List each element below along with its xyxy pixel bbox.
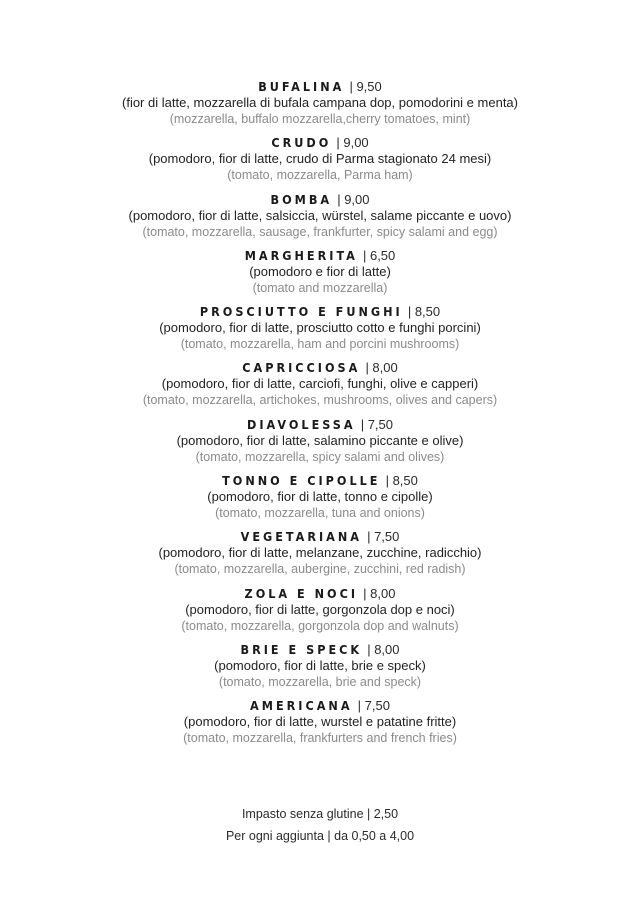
item-title [0, 640, 640, 658]
item-ingredients-it: (pomodoro e fior di latte) [249, 263, 391, 279]
item-title [0, 471, 640, 489]
item-ingredients-it: (pomodoro, fior di latte, melanzane, zucchine, radicchio) [158, 545, 482, 561]
item-ingredients-en: (tomato, mozzarella, aubergine, zucchini, red radish) [174, 562, 466, 577]
item-price: | 7,50 [367, 529, 400, 545]
menu-item-brie-e-speck [0, 640, 640, 696]
menu-item-margherita [0, 246, 640, 302]
item-name: PROSCIUTTO E FUNGHI [199, 304, 403, 320]
item-price: | 9,50 [349, 79, 382, 94]
item-ingredients-en: (tomato, mozzarella, ham and porcini mushrooms) [180, 337, 460, 352]
item-name: BRIE E SPECK [240, 641, 363, 657]
item-name: BOMBA [270, 191, 333, 207]
item-title [0, 527, 640, 545]
menu-item-americana [0, 696, 640, 752]
item-price: | 7,50 [357, 698, 390, 714]
menu-item-crudo [0, 133, 640, 189]
item-name: ZOLA E NOCI [244, 585, 359, 601]
menu-item-tonno-e-cipolle [0, 471, 640, 527]
item-price: | 9,00 [337, 191, 370, 207]
menu-item-zola-e-noci [0, 584, 640, 640]
item-price: | 8,00 [365, 360, 398, 376]
item-name: CRUDO [271, 135, 332, 151]
item-ingredients-en: (tomato, mozzarella, spicy salami and olives) [195, 449, 445, 464]
item-price: | 8,00 [363, 585, 396, 601]
item-ingredients-it: (pomodoro, fior di latte, wurstel e patatine fritte) [183, 714, 457, 730]
item-ingredients-it: (pomodoro, fior di latte, carciofi, funghi, olive e capperi) [161, 376, 479, 392]
item-ingredients-it: (pomodoro, fior di latte, salsiccia, würstel, salame piccante e uovo) [128, 207, 512, 223]
item-name: TONNO E CIPOLLE [222, 473, 381, 489]
menu-item-capricciosa [0, 358, 640, 414]
item-title [0, 246, 640, 264]
item-title [0, 190, 640, 208]
item-price: | 6,50 [362, 247, 396, 263]
item-price: | 8,50 [385, 473, 418, 489]
item-ingredients-it: (pomodoro, fior di latte, tonno e cipolle) [207, 489, 433, 505]
item-price: | 8,00 [367, 641, 400, 657]
menu-item-bomba [0, 190, 640, 246]
item-ingredients-en: (tomato, mozzarella, tuna and onions) [215, 506, 425, 521]
item-price: | 9,00 [336, 135, 369, 151]
item-ingredients-en: (mozzarella, buffalo mozzarella,cherry tomatoes, mint) [169, 112, 471, 126]
menu-item-diavolessa [0, 415, 640, 471]
item-name: DIAVOLESSA [247, 416, 356, 432]
item-ingredients-en: (tomato, mozzarella, frankfurters and french fries) [183, 731, 457, 746]
item-ingredients-it: (pomodoro, fior di latte, crudo di Parma stagionato 24 mesi) [148, 151, 492, 167]
item-ingredients-en: (tomato, mozzarella, artichokes, mushrooms, olives and capers) [142, 393, 498, 408]
item-ingredients-it: (pomodoro, fior di latte, prosciutto cotto e funghi porcini) [159, 320, 481, 336]
menu-item-vegetariana [0, 527, 640, 583]
item-ingredients-it: (fior di latte, mozzarella di bufala campana dop, pomodorini e menta) [122, 95, 518, 110]
menu-item-bufalina [0, 77, 640, 133]
item-title [0, 584, 640, 602]
item-ingredients-it: (pomodoro, fior di latte, gorgonzola dop e noci) [185, 601, 455, 617]
item-name: MARGHERITA [244, 247, 358, 263]
item-title [0, 133, 640, 151]
item-title [0, 358, 640, 376]
item-name: BUFALINA [258, 79, 345, 94]
item-title [0, 415, 640, 433]
item-name: CAPRICCIOSA [242, 360, 361, 376]
item-ingredients-en: (tomato, mozzarella, Parma ham) [227, 168, 413, 183]
item-price: | 7,50 [360, 416, 393, 432]
item-price: | 8,50 [407, 304, 441, 320]
item-name: VEGETARIANA [240, 529, 362, 545]
item-ingredients-it: (pomodoro, fior di latte, brie e speck) [214, 657, 426, 673]
item-ingredients-en: (tomato, mozzarella, gorgonzola dop and walnuts) [181, 618, 459, 633]
item-ingredients-en: (tomato, mozzarella, sausage, frankfurter, spicy salami and egg) [142, 224, 498, 239]
gluten-free-note: Impasto senza glutine | 2,50 [241, 807, 399, 821]
addition-note: Per ogni aggiunta | da 0,50 a 4,00 [225, 829, 415, 843]
item-title [0, 302, 640, 320]
item-ingredients-en: (tomato and mozzarella) [252, 280, 388, 295]
item-title [0, 696, 640, 714]
item-name: AMERICANA [250, 698, 353, 714]
menu-item-prosciutto-e-funghi [0, 302, 640, 358]
pizza-menu [0, 77, 640, 753]
item-ingredients-en: (tomato, mozzarella, brie and speck) [218, 674, 422, 689]
extras-section [0, 805, 640, 849]
item-title [0, 77, 640, 95]
item-ingredients-it: (pomodoro, fior di latte, salamino piccante e olive) [176, 432, 464, 448]
